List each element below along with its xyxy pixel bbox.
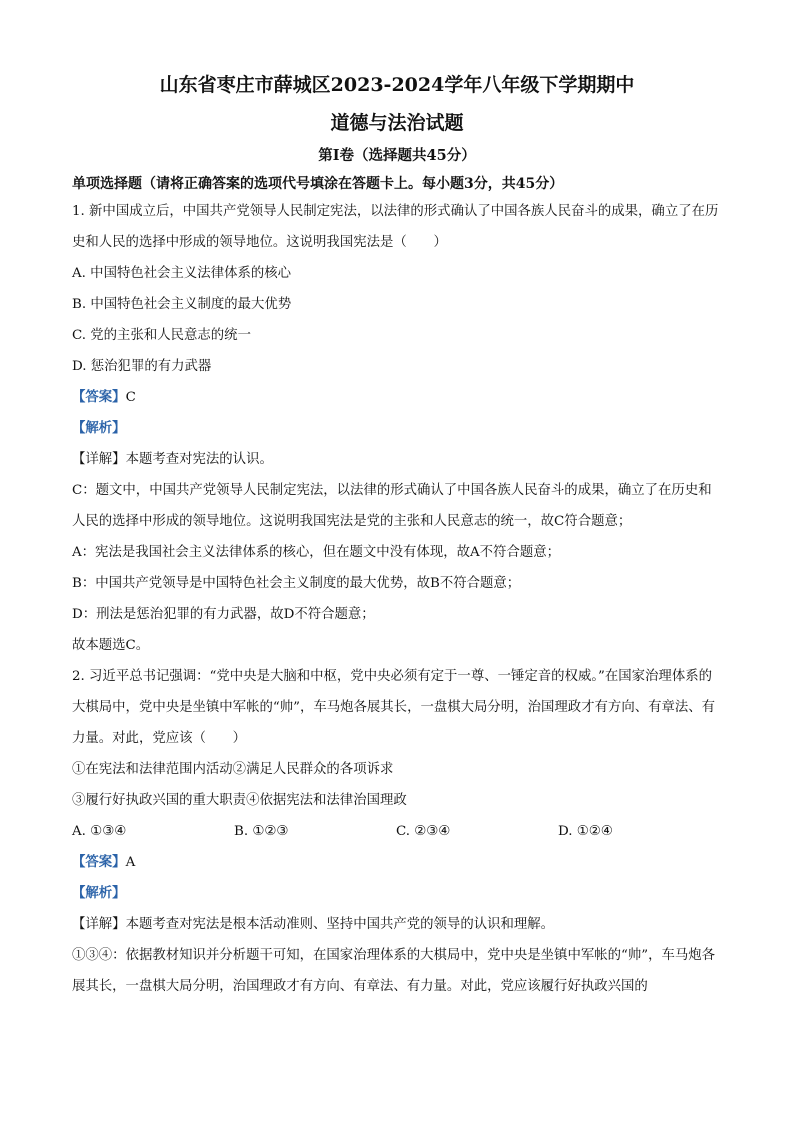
q2-statements-2: ③履行好执政兴国的重大职责④依据宪法和法律治国理政 [72, 793, 407, 808]
q2-options [72, 816, 722, 847]
volume-heading: 第Ⅰ卷（选择题共45分） [318, 147, 476, 164]
q2-answer [72, 847, 722, 878]
section-heading: 单项选择题（请将正确答案的选项代号填涂在答题卡上。每小题3分，共45分） [72, 176, 564, 192]
detail-intro: 本题考查对宪法的认识。 [125, 452, 273, 467]
q1-conclusion: 故本题选C。 [72, 638, 150, 653]
q1-option-c: C. 党的主张和人民意志的统一 [72, 328, 251, 343]
answer-value: A [125, 855, 136, 870]
q1-explanation-a: A：宪法是我国社会主义法律体系的核心，但在题文中没有体现，故A不符合题意； [72, 545, 561, 560]
q1-analysis [72, 413, 722, 444]
q1-answer [72, 382, 722, 413]
document-page [72, 70, 722, 1002]
answer-tag: 【答案】 [72, 854, 126, 870]
detail-tag: 【详解】 [72, 917, 126, 932]
q2-option-d: D. ①②④ [558, 824, 613, 839]
q2-option-b: B. ①②③ [234, 824, 289, 839]
q2-analysis [72, 878, 722, 909]
q1-explanation-c: C：题文中，中国共产党领导人民制定宪法，以法律的形式确认了中国各族人民奋斗的成果，确立了在历史和人民的选择中形成的领导地位。这说明我国宪法是党的主张和人民意志的统一，故C符合题意； [72, 483, 712, 529]
analysis-tag: 【解析】 [72, 885, 126, 901]
q2-detail [72, 909, 722, 940]
exam-title: 山东省枣庄市薛城区2023-2024学年八年级下学期期中 [159, 74, 635, 96]
answer-tag: 【答案】 [72, 389, 126, 405]
q1-explanation-d: D：刑法是惩治犯罪的有力武器，故D不符合题意； [72, 607, 375, 622]
question-1-stem: 1. 新中国成立后，中国共产党领导人民制定宪法，以法律的形式确认了中国各族人民奋斗的成果，确立了在历史和人民的选择中形成的领导地位。这说明我国宪法是（ ） [72, 204, 719, 250]
q1-option-a: A. 中国特色社会主义法律体系的核心 [72, 266, 292, 281]
q1-option-b: B. 中国特色社会主义制度的最大优势 [72, 297, 292, 312]
detail-intro: 本题考查对宪法是根本活动准则、坚持中国共产党的领导的认识和理解。 [125, 917, 555, 932]
exam-subtitle: 道德与法治试题 [330, 112, 464, 134]
analysis-tag: 【解析】 [72, 420, 126, 436]
q2-option-a: A. ①③④ [72, 824, 127, 839]
detail-tag: 【详解】 [72, 452, 126, 467]
q1-detail [72, 444, 722, 475]
q2-statements-1: ①在宪法和法律范围内活动②满足人民群众的各项诉求 [72, 762, 394, 777]
q2-explanation: ①③④：依据教材知识并分析题干可知，在国家治理体系的大棋局中，党中央是坐镇中军帐的“帅”，车马炮各展其长，一盘棋大局分明，治国理政才有方向、有章法、有力量。对此，党应该履行好执政兴国的 [72, 948, 716, 994]
q1-option-d: D. 惩治犯罪的有力武器 [72, 359, 212, 374]
question-2-stem: 2. 习近平总书记强调：“党中央是大脑和中枢，党中央必须有定于一尊、一锤定音的权威。”在国家治理体系的大棋局中，党中央是坐镇中军帐的“帅”，车马炮各展其长，一盘棋大局分明，治国理政才有方向、有章法、有力量。对此，党应该（ ） [72, 669, 716, 746]
q1-explanation-b: B：中国共产党领导是中国特色社会主义制度的最大优势，故B不符合题意； [72, 576, 521, 591]
q2-option-c: C. ②③④ [396, 824, 451, 839]
answer-value: C [125, 390, 136, 405]
